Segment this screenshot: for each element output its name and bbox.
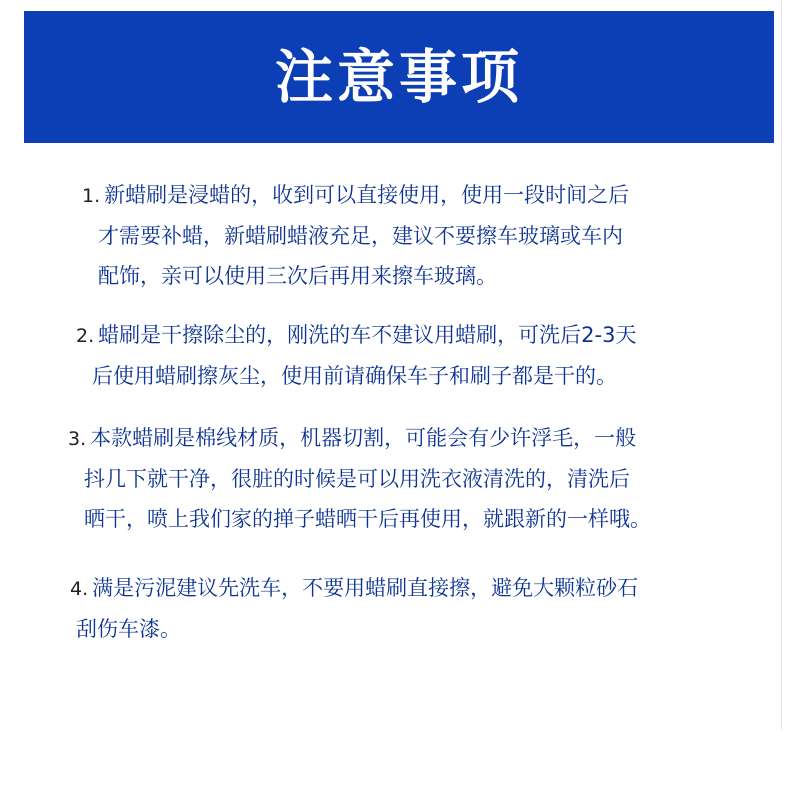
note-1-line-3: 配饰，亲可以使用三次后再用来擦车玻璃。 (98, 264, 497, 288)
note-1-line-2: 才需要补蜡，新蜡刷蜡液充足，建议不要擦车玻璃或车内 (98, 224, 623, 248)
note-item-2 (76, 315, 636, 396)
note-3-number: 3. (68, 428, 87, 450)
note-3-line-1 (68, 418, 651, 459)
note-3-line-2: 抖几下就干净，很脏的时候是可以用洗衣液清洗的，清洗后 (84, 467, 630, 491)
header-banner (24, 11, 774, 143)
note-item-3 (68, 418, 651, 539)
note-4-line-1-text: 满是污泥建议先洗车，不要用蜡刷直接擦，避免大颗粒砂石 (92, 576, 639, 600)
note-4-number: 4. (70, 578, 89, 600)
note-1-line-1-text: 新蜡刷是浸蜡的，收到可以直接使用，使用一段时间之后 (104, 183, 630, 207)
note-3-line-3: 晒干，喷上我们家的掸子蜡晒干后再使用，就跟新的一样哦。 (84, 507, 651, 531)
note-3-line-1-text: 本款蜡刷是棉线材质，机器切割，可能会有少许浮毛，一般 (90, 426, 637, 450)
note-4-line-2: 刮伤车漆。 (76, 617, 181, 641)
note-2-line-1 (76, 315, 636, 356)
note-4-line-1 (70, 568, 638, 609)
note-2-number: 2. (76, 325, 95, 347)
page-title: 注意事项 (274, 43, 523, 111)
page-edge-divider (781, 0, 782, 730)
note-item-1 (82, 175, 629, 296)
note-2-line-1-text: 蜡刷是干擦除尘的，刚洗的车不建议用蜡刷，可洗后2-3天 (98, 323, 637, 347)
note-1-number: 1. (82, 185, 101, 207)
note-2-line-2: 后使用蜡刷擦灰尘，使用前请确保车子和刷子都是干的。 (92, 364, 617, 388)
note-1-line-1 (82, 175, 629, 216)
note-item-4 (70, 568, 638, 649)
